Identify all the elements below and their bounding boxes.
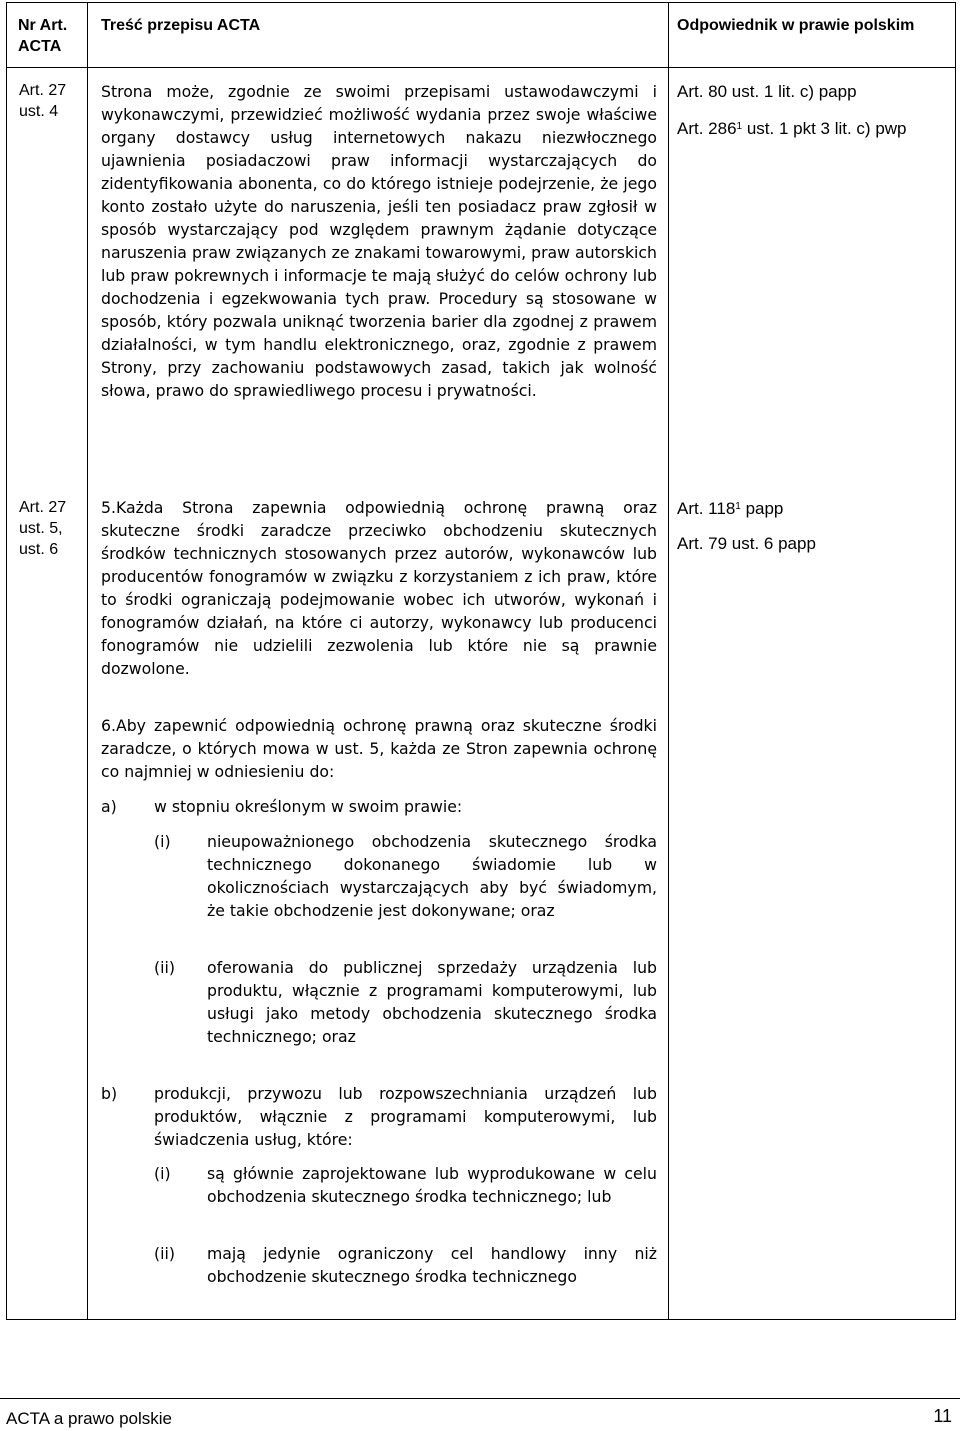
acta-comparison-table [6, 2, 956, 1320]
item-b-i-label: (i) [154, 1164, 171, 1183]
item-a-ii-text: oferowania do publicznej sprzedaży urządzenia lub produktu, włącznie z programami komputerowymi, lub usługi jako metody obchodzenia skutecznego środka technicznego; oraz [207, 958, 657, 1046]
footer-divider [0, 1398, 960, 1399]
item-a-i-text: nieupoważnionego obchodzenia skutecznego środka technicznego dokonanego świadomie lub w okolicznościach wystarczających aby być świadomym, że takie obchodzenie jest dokonywane; oraz [207, 832, 657, 920]
item-b-ii-label: (ii) [154, 1244, 175, 1263]
row1-article-number: Art. 27 ust. 4 [19, 82, 67, 120]
row2-paragraph-6: 6.Aby zapewnić odpowiednią ochronę prawną oraz skuteczne środki zaradcze, o których mowa w ust. 5, każda ze Stron zapewnia ochronę co najmniej w odniesieniu do: [101, 716, 657, 781]
header-divider [7, 67, 955, 68]
header-polish-equivalent: Odpowiednik w prawie polskim [677, 17, 915, 34]
item-a-i-label: (i) [154, 832, 171, 851]
row1-reference-papp: Art. 80 ust. 1 lit. c) papp [677, 82, 857, 101]
footer-title: ACTA a prawo polskie [6, 1409, 172, 1428]
column-divider [668, 3, 669, 1319]
item-a-ii-label: (ii) [154, 958, 175, 977]
row2-reference-art-118: Art. $118^1$ papp [677, 499, 784, 518]
row1-references [677, 81, 947, 153]
item-a-text: w stopniu określonym w swoim prawie: [154, 797, 463, 816]
item-b-text: produkcji, przywozu lub rozpowszechniania urządzeń lub produktów, włącznie z programami komputerowymi, lub świadczenia usług, które: [154, 1084, 657, 1149]
row2-references [677, 496, 947, 568]
row2-article-number: Art. 27 ust. 5, ust. 6 [19, 499, 67, 558]
item-b-i-text: są głównie zaprojektowane lub wyprodukowane w celu obchodzenia skutecznego środka technicznego; lub [207, 1164, 657, 1206]
header-article-number: Nr Art. ACTA [18, 17, 68, 55]
row1-provision-text: Strona może, zgodnie ze swoimi przepisami ustawodawczymi i wykonawczymi, przewidzieć możliwość wydania przez swoje właściwe organy dostawcy usług internetowych nakazu niezwłocznego ujawnienia posiadaczowi praw informacji wystarczających do zidentyfikowania abonenta, co do którego istnieje podejrzenie, że jego konto zostało użyte do naruszenia, jeśli ten posiadacz praw zgłosił w sposób wystarczający pod względem prawnym żądanie dotyczące naruszenia praw związanych ze znakami towarowymi, praw autorskich lub praw pokrewnych i informacje te mają służyć do celów ochrony lub dochodzenia i egzekwowania tych praw. Procedury są stosowane w sposób, który pozwala uniknąć tworzenia barier dla zgodnej z prawem działalności, w tym handlu elektronicznego, oraz, zgodnie z prawem Strony, przy zachowaniu podstawowych zasad, takich jak wolność słowa, prawo do sprawiedliwego procesu i prywatności. [101, 82, 657, 400]
page-number: 11 [933, 1406, 952, 1426]
row2-reference-art-79: Art. 79 ust. 6 papp [677, 534, 816, 553]
item-a-label: a) [101, 797, 117, 816]
header-acta-text: Treść przepisu ACTA [101, 17, 261, 34]
row1-reference-pwp: Art. $286^1$ ust. 1 pkt 3 lit. c) pwp [677, 119, 907, 138]
row2-paragraph-5: 5.Każda Strona zapewnia odpowiednią ochronę prawną oraz skuteczne środki zaradcze przeciwko obchodzeniu skutecznych środków technicznych stosowanych przez autorów, wykonawców lub producentów fonogramów w związku z korzystaniem z ich praw, które to środki ograniczają podejmowanie wobec ich utworów, wykonań i fonogramów działań, na które ci autorzy, wykonawcy lub producenci fonogramów nie udzielili zezwolenia lub które nie są prawnie dozwolone. [101, 498, 657, 678]
item-b-ii-text: mają jedynie ograniczony cel handlowy inny niż obchodzenie skutecznego środka technicznego [207, 1244, 657, 1286]
item-b-label: b) [101, 1084, 118, 1103]
column-divider [87, 3, 88, 1319]
